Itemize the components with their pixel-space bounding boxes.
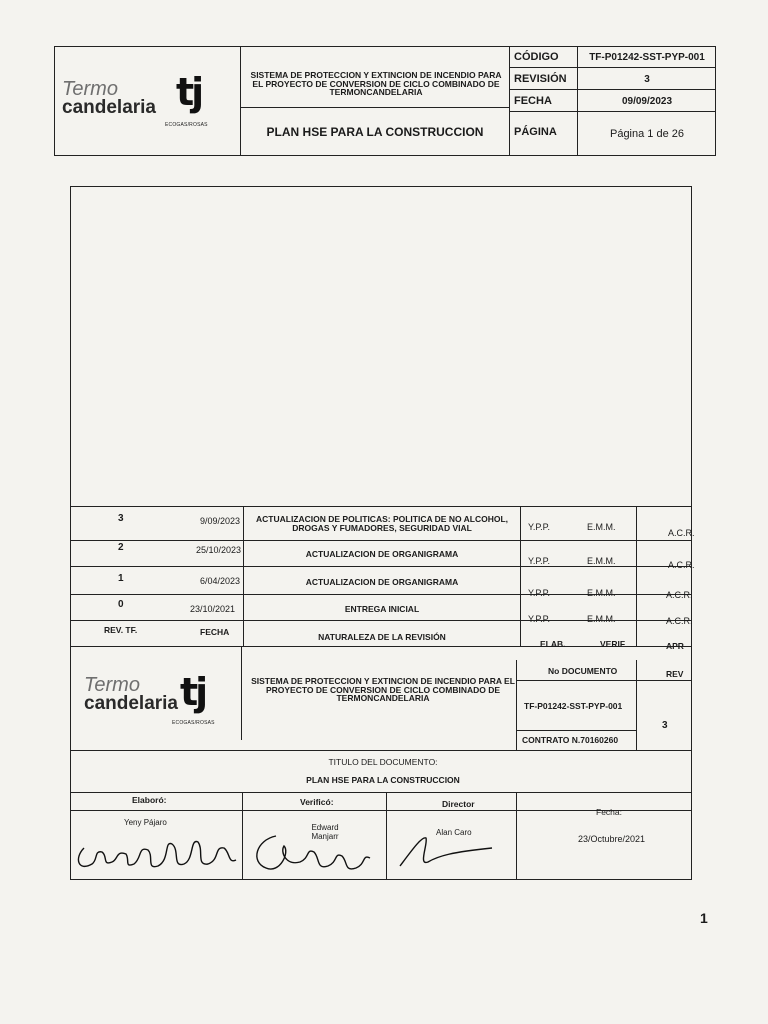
elaboro-signature bbox=[72, 820, 242, 876]
director-signature bbox=[392, 826, 512, 876]
pagina-value: Página 1 de 26 bbox=[609, 128, 684, 140]
verifico-name: Edward Manjarr bbox=[311, 823, 339, 841]
doc-termocandelaria-logo bbox=[84, 676, 178, 713]
rev-row-3-fecha: 9/09/2023 bbox=[200, 516, 241, 526]
rev-row-0-fecha: 23/10/2021 bbox=[190, 604, 236, 614]
rev-row-2-verif: E.M.M. bbox=[587, 556, 616, 566]
rev-row-3-apr: A.C.R. bbox=[668, 528, 695, 538]
rev-col-line-3 bbox=[636, 506, 637, 646]
doc-rev-value: 3 bbox=[662, 720, 668, 731]
rev-row-3-verif: E.M.M. bbox=[587, 522, 616, 532]
rev-row-1-apr: A.C.R. bbox=[666, 590, 693, 600]
rev-row-2-rev: 2 bbox=[118, 542, 124, 553]
sig-head-line bbox=[70, 792, 692, 793]
rev-head-elab: ELAB. bbox=[540, 639, 566, 649]
doc-id-row-line-1 bbox=[516, 680, 692, 681]
rev-row-3-elab: Y.P.P. bbox=[528, 522, 551, 532]
fecha-label: FECHA bbox=[514, 95, 552, 107]
doc-title-line bbox=[70, 750, 692, 751]
rev-head-fecha: FECHA bbox=[200, 627, 230, 637]
doc-system-title: SISTEMA DE PROTECCION Y EXTINCION DE INCENDIO PARA EL PROYECTO DE CONVERSION DE CICLO COMBINADO DE TERMONCANDELARIA bbox=[251, 675, 515, 704]
doc-id-col-line-1 bbox=[516, 660, 517, 750]
doc-tj-logo: tj bbox=[180, 670, 206, 714]
sig-col-line-1 bbox=[242, 792, 243, 880]
elaboro-label: Elaboró: bbox=[132, 795, 167, 805]
rev-row-line-1 bbox=[70, 540, 692, 541]
logo-subtitle: ECOGAS/ROSAS bbox=[165, 122, 208, 128]
doc-id-row-line-2 bbox=[516, 730, 636, 731]
rev-row-0-rev: 0 bbox=[118, 599, 124, 610]
fecha-sig-label: Fecha: bbox=[596, 807, 622, 817]
logo-text-2: candelaria bbox=[62, 97, 156, 118]
rev-row-2-fecha: 25/10/2023 bbox=[196, 545, 242, 555]
rev-head-apr: APR bbox=[666, 641, 684, 651]
rev-row-3-naturaleza: ACTUALIZACION DE POLITICAS: POLITICA DE NO ALCOHOL, DROGAS Y FUMADORES, SEGURIDAD VIAL bbox=[256, 514, 508, 533]
rev-row-1-elab: Y.P.P. bbox=[528, 588, 551, 598]
director-name: Alan Caro bbox=[436, 828, 472, 837]
sig-col-line-2 bbox=[386, 792, 387, 880]
doc-id-col-line-2 bbox=[636, 660, 637, 750]
plan-title: PLAN HSE PARA LA CONSTRUCCION bbox=[266, 125, 484, 139]
rev-row-2-apr: A.C.R. bbox=[668, 560, 695, 570]
rev-row-3-rev: 3 bbox=[118, 513, 124, 524]
revision-label: REVISIÓN bbox=[514, 73, 567, 85]
tj-logo: tj bbox=[176, 70, 202, 114]
titulo-value: PLAN HSE PARA LA CONSTRUCCION bbox=[306, 774, 460, 785]
termocandelaria-logo bbox=[62, 80, 156, 117]
sig-col-line-3 bbox=[516, 792, 517, 880]
rev-row-2-naturaleza: ACTUALIZACION DE ORGANIGRAMA bbox=[305, 548, 459, 559]
rev-head-verif: VERIF bbox=[600, 639, 626, 649]
rev-col-line-2 bbox=[520, 506, 521, 646]
codigo-label: CÓDIGO bbox=[514, 51, 559, 63]
verifico-label: Verificó: bbox=[300, 797, 334, 807]
doc-logo-text-1: Termo bbox=[84, 674, 140, 696]
system-title: SISTEMA DE PROTECCION Y EXTINCION DE INCENDIO PARA EL PROYECTO DE CONVERSION DE CICLO COMBINADO DE TERMONCANDELARIA bbox=[250, 69, 502, 98]
doc-logo-subtitle: ECOGAS/ROSAS bbox=[172, 720, 215, 726]
rev-row-1-fecha: 6/04/2023 bbox=[200, 576, 241, 586]
rev-col-line-1 bbox=[243, 506, 244, 646]
page-number: 1 bbox=[700, 910, 708, 926]
director-label: Director bbox=[442, 799, 475, 809]
rev-row-0-naturaleza: ENTREGA INICIAL bbox=[344, 603, 420, 614]
rev-head-rev: REV. TF. bbox=[104, 625, 138, 635]
titulo-label: TITULO DEL DOCUMENTO: bbox=[328, 756, 438, 767]
pagina-label: PÁGINA bbox=[514, 126, 557, 138]
revision-value: 3 bbox=[644, 73, 650, 85]
contrato: CONTRATO N.70160260 bbox=[522, 735, 619, 745]
elaboro-name: Yeny Pájaro bbox=[124, 818, 167, 827]
rev-row-1-naturaleza: ACTUALIZACION DE ORGANIGRAMA bbox=[305, 576, 459, 587]
rev-row-2-elab: Y.P.P. bbox=[528, 556, 551, 566]
verifico-signature bbox=[246, 822, 386, 878]
fecha-sig-value: 23/Octubre/2021 bbox=[578, 834, 646, 844]
rev-label: REV bbox=[666, 669, 684, 679]
doc-logo-text-2: candelaria bbox=[84, 693, 178, 714]
no-documento-value: TF-P01242-SST-PYP-001 bbox=[524, 701, 623, 711]
codigo-value: TF-P01242-SST-PYP-001 bbox=[589, 51, 705, 63]
rev-row-0-elab: Y.P.P. bbox=[528, 614, 551, 624]
rev-row-line-2 bbox=[70, 566, 692, 567]
fecha-value: 09/09/2023 bbox=[621, 95, 673, 107]
rev-row-0-verif: E.M.M. bbox=[587, 614, 616, 624]
rev-row-1-verif: E.M.M. bbox=[587, 588, 616, 598]
rev-row-1-rev: 1 bbox=[118, 573, 124, 584]
logo-text-1: Termo bbox=[62, 78, 118, 100]
no-documento-label: No DOCUMENTO bbox=[548, 666, 618, 676]
rev-head-naturaleza: NATURALEZA DE LA REVISIÓN bbox=[318, 631, 446, 642]
rev-row-0-apr: A.C.R. bbox=[666, 616, 693, 626]
